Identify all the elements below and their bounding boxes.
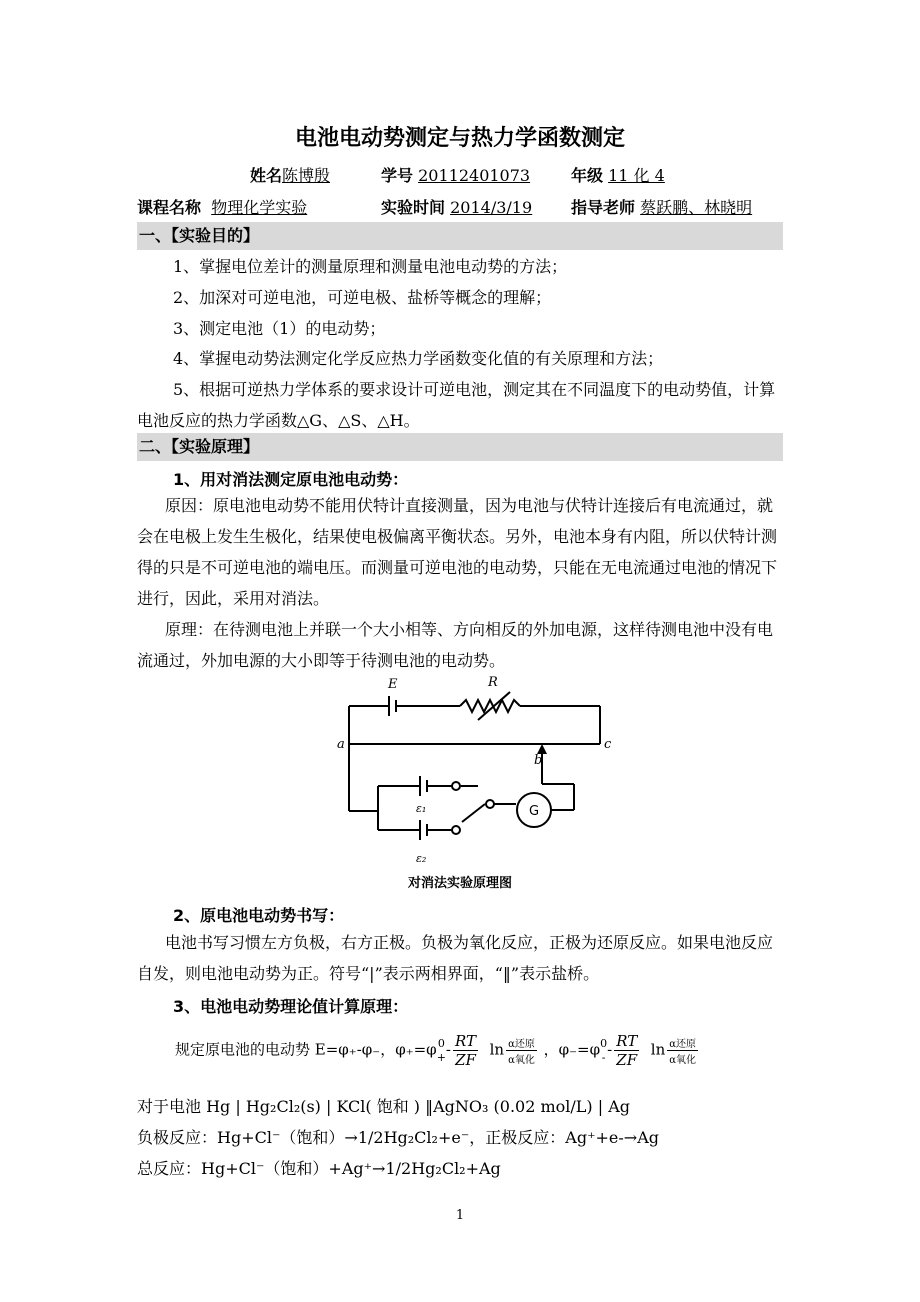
rt-zf-fraction: $\frac{RT}{ZF}$ — [455, 1032, 477, 1069]
negative-reaction: 负极反应：Hg+Cl⁻（饱和）→1/2Hg₂Cl₂+e⁻，正极反应：Ag⁺+e-→Ag — [137, 1128, 659, 1147]
formula-ln: ln — [489, 1040, 505, 1059]
compensation-circuit-diagram — [330, 668, 620, 868]
name-value: 陈博殷 — [282, 166, 331, 185]
label-R: R — [488, 675, 498, 690]
paragraph-reason: 原因：原电池电动势不能用伏特计直接测量，因为电池与伏特计连接后有电流通过，就会在电极上发生生极化，结果使电极偏离平衡状态。另外，电池本身有内阻，所以伏特计测得的只是不可逆电池的端电压。而测量可逆电池的电动势，只能在无电流通过电池的情况下进行，因此，采用对消法。 — [137, 496, 778, 608]
purpose-item-3: 3、测定电池（1）的电动势； — [173, 319, 386, 338]
name-row — [250, 163, 330, 186]
label-E: E — [388, 677, 398, 692]
teacher-row — [571, 195, 752, 218]
course-row — [137, 195, 307, 218]
section-heading-principle: 二、【实验原理】 — [137, 433, 783, 461]
paragraph-principle: 原理：在待测电池上并联一个大小相等、方向相反的外加电源，这样待测电池中没有电流通过，外加电源的大小即等于待测电池的电动势。 — [137, 620, 774, 670]
purpose-item-5: 5、根据可逆热力学体系的要求设计可逆电池，测定其在不同温度下的电动势值，计算电池反应的热力学函数△G、△S、△H。 — [137, 380, 776, 430]
label-e1: ε₁ — [416, 802, 427, 815]
page-title: 电池电动势测定与热力学函数测定 — [294, 126, 625, 151]
formula-sup0: 0 — [437, 1036, 445, 1050]
switch-arm — [462, 804, 485, 822]
label-b: b — [534, 753, 543, 768]
time-row — [381, 195, 532, 218]
page-number: 1 — [455, 1208, 465, 1223]
paragraph-notation: 电池书写习惯左方负极，右方正极。负极为氧化反应，正极为还原反应。如果电池反应自发，则电池电动势为正。符号“|”表示两相界面，“‖”表示盐桥。 — [137, 933, 774, 983]
subheading-notation: 2、原电池电动势书写： — [173, 906, 345, 925]
activity-fraction: $\frac{\text{α还原}}{\text{α氧化}}$ — [506, 1035, 537, 1066]
cell-notation: 对于电池 Hg | Hg₂Cl₂(s) | KCl( 饱和 ) ‖AgNO₃ (0.02 mol/L) | Ag — [137, 1097, 631, 1116]
id-value: 20112401073 — [418, 166, 531, 185]
figure-caption: 对消法实验原理图 — [407, 876, 512, 891]
name-label: 姓名 — [250, 166, 283, 185]
subheading-theory: 3、电池电动势理论值计算原理： — [173, 997, 409, 1016]
formula-minus: - — [445, 1040, 451, 1059]
formula-sub-plus: + — [436, 1050, 446, 1064]
rt-zf-fraction-2: $\frac{RT}{ZF}$ — [616, 1032, 638, 1069]
purpose-item-2: 2、加深对可逆电池，可逆电极、盐桥等概念的理解； — [173, 288, 552, 307]
teacher-label: 指导老师 — [571, 198, 636, 217]
label-c: c — [604, 737, 612, 752]
label-e2: ε₂ — [416, 852, 427, 865]
formula-lead: 规定原电池的电动势 E=φ₊-φ₋，φ₊=φ — [175, 1040, 437, 1059]
time-label: 实验时间 — [381, 198, 446, 217]
label-a: a — [337, 737, 345, 752]
id-row — [381, 163, 530, 186]
id-label: 学号 — [381, 166, 414, 185]
formula-sub-minus: - — [601, 1050, 606, 1064]
time-value: 2014/3/19 — [450, 198, 533, 217]
grade-label: 年级 — [571, 166, 604, 185]
purpose-item-1: 1、掌握电位差计的测量原理和测量电池电动势的方法； — [173, 257, 568, 276]
purpose-item-4: 4、掌握电动势法测定化学反应热力学函数变化值的有关原理和方法； — [173, 349, 664, 368]
grade-value: 11 化 4 — [608, 166, 665, 185]
formula-mid: ，φ₋=φ — [543, 1040, 601, 1059]
section-heading-purpose: 一、【实验目的】 — [137, 222, 783, 250]
galvanometer-label: G — [528, 804, 540, 819]
teacher-value: 蔡跃鹏、林晓明 — [640, 198, 753, 217]
grade-row — [571, 163, 665, 186]
total-reaction: 总反应：Hg+Cl⁻（饱和）+Ag⁺→1/2Hg₂Cl₂+Ag — [137, 1159, 501, 1178]
formula-line: 规定原电池的电动势 E=φ₊-φ₋，φ₊=φ 0 + - $\frac{RT}{ZF}$ ln $\frac{\text{α还原}}{\text{α氧化}}$ ，φ₋=φ 0 - - $\frac{RT}{ZF}$ ln $\frac{\text{α还原}}{\text{α氧化}}$ — [175, 1032, 697, 1069]
course-label: 课程名称 — [137, 198, 202, 217]
course-value: 物理化学实验 — [211, 198, 308, 217]
activity-fraction-2: $\frac{\text{α还原}}{\text{α氧化}}$ — [667, 1035, 698, 1066]
subheading-compensation: 1、用对消法测定原电池电动势： — [173, 470, 409, 489]
